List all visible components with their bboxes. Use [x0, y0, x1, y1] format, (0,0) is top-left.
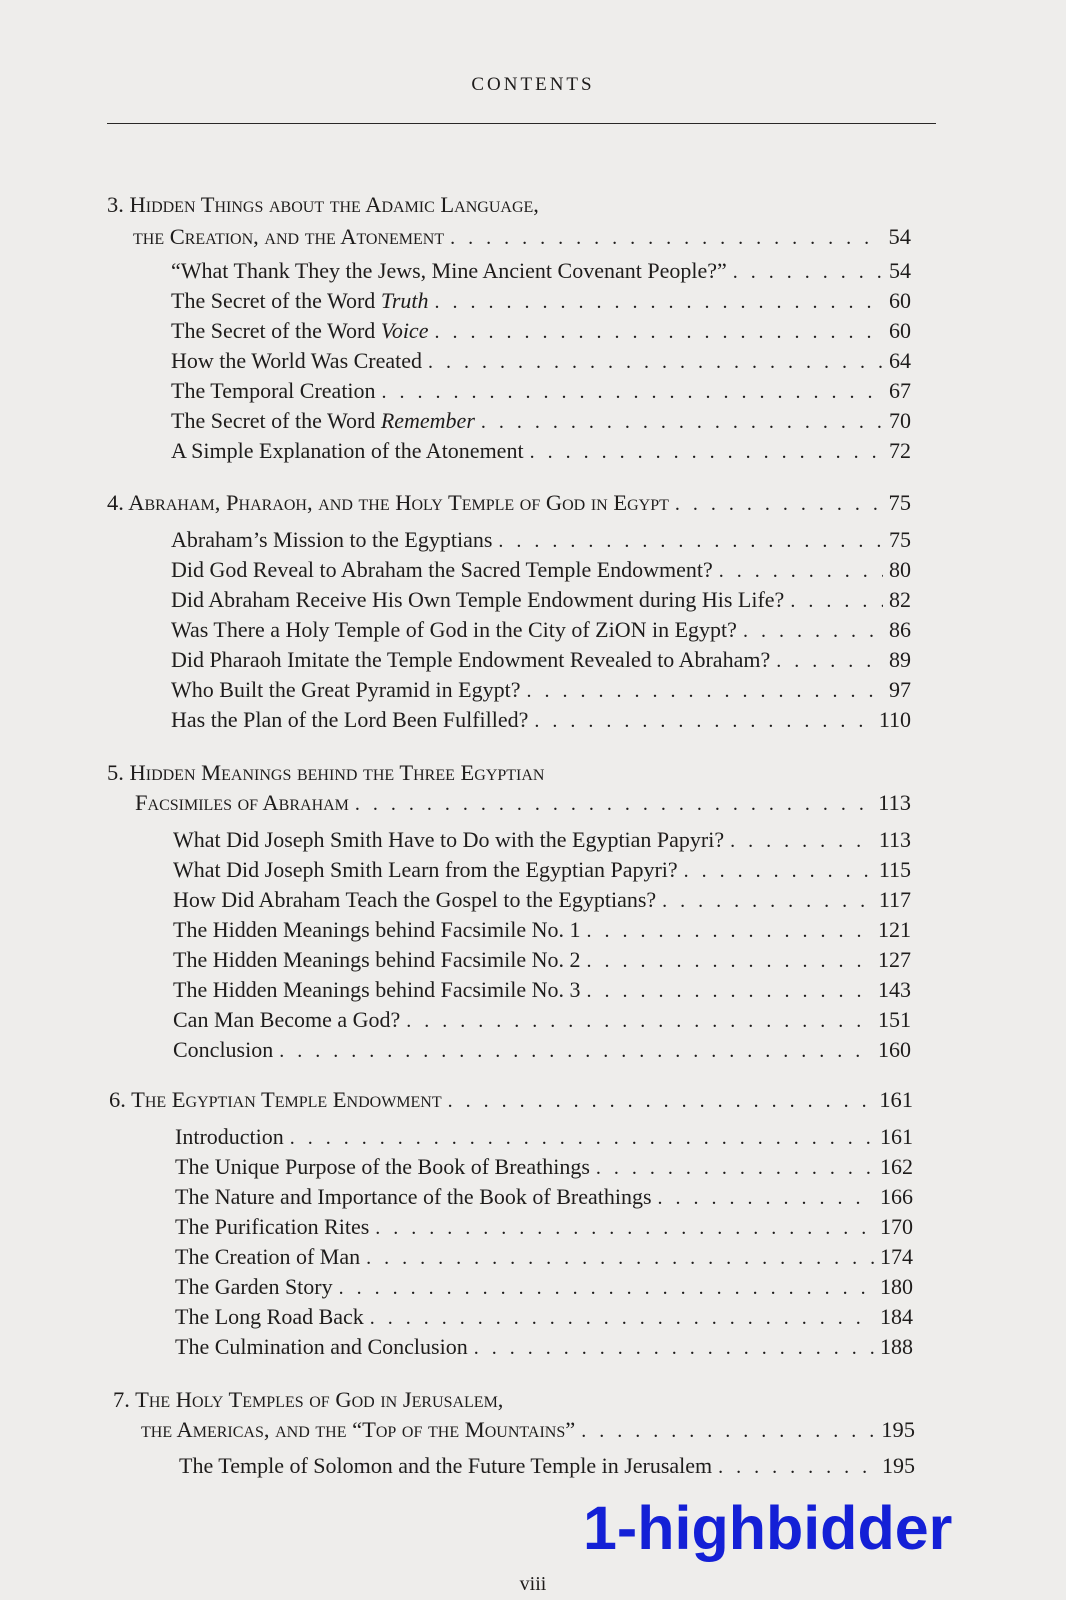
running-head: CONTENTS	[471, 74, 595, 95]
chapter-title: Hidden Things about the Adamic Language,	[129, 192, 539, 217]
toc-entry	[171, 406, 911, 437]
chapter-page: 75	[888, 490, 911, 515]
toc-entry	[171, 615, 911, 646]
chapter-number: 5.	[107, 760, 124, 785]
leader-dots	[355, 789, 872, 819]
entry-page: 70	[889, 408, 911, 433]
entry-page: 80	[889, 557, 911, 582]
toc-entry	[173, 1005, 911, 1036]
toc-entry	[173, 885, 911, 916]
chapter-3-heading-line1	[107, 190, 539, 220]
toc-entry	[173, 975, 911, 1006]
toc-entry	[175, 1272, 913, 1303]
chapter-page: 195	[881, 1417, 915, 1442]
chapter-5-heading-line1	[107, 758, 544, 788]
chapter-7-heading-line2	[141, 1415, 915, 1446]
chapter-page: 113	[878, 790, 911, 815]
entry-page: 89	[889, 647, 911, 672]
entry-title: Conclusion	[173, 1037, 274, 1062]
chapter-page: 161	[879, 1087, 913, 1112]
entry-title: The Secret of the Word	[171, 408, 381, 433]
leader-dots	[290, 1123, 874, 1153]
entry-title: Did Abraham Receive His Own Temple Endowment during His Life?	[171, 587, 785, 612]
watermark-text: 1-highbidder	[583, 1494, 953, 1562]
leader-dots	[527, 676, 884, 706]
chapter-number: 4.	[107, 490, 124, 515]
entry-page: 161	[880, 1124, 913, 1149]
chapter-title: the Americas, and the “Top of the Mountains”	[141, 1417, 576, 1442]
entry-title: The Nature and Importance of the Book of Breathings	[175, 1184, 652, 1209]
entry-title: The Temple of Solomon and the Future Temple in Jerusalem	[179, 1453, 713, 1478]
toc-entry	[175, 1302, 913, 1333]
toc-entry	[173, 1035, 911, 1066]
entry-page: 184	[880, 1304, 913, 1329]
entry-title: The Creation of Man	[175, 1244, 361, 1269]
leader-dots	[339, 1273, 874, 1303]
toc-entry	[175, 1182, 913, 1213]
leader-dots	[534, 706, 872, 736]
leader-dots	[587, 946, 872, 976]
leader-dots	[587, 916, 872, 946]
leader-dots	[279, 1036, 872, 1066]
chapter-5-heading-line2	[135, 788, 911, 819]
toc-entry	[171, 675, 911, 706]
chapter-number: 3.	[107, 192, 124, 217]
entry-title: Abraham’s Mission to the Egyptians	[171, 527, 493, 552]
leader-dots	[435, 287, 883, 317]
entry-title: Was There a Holy Temple of God in the City of ZiON in Egypt?	[171, 617, 737, 642]
leader-dots	[498, 526, 883, 556]
entry-page: 113	[878, 827, 911, 852]
entry-title: The Secret of the Word	[171, 318, 381, 343]
toc-entry	[173, 945, 911, 976]
leader-dots	[382, 377, 883, 407]
toc-entry	[171, 286, 911, 317]
entry-title: The Temporal Creation	[171, 378, 376, 403]
entry-title: The Culmination and Conclusion	[175, 1334, 468, 1359]
entry-page: 86	[889, 617, 911, 642]
leader-dots	[596, 1153, 874, 1183]
toc-entry	[171, 645, 911, 676]
entry-title: How Did Abraham Teach the Gospel to the Egyptians?	[173, 887, 657, 912]
entry-page: 72	[889, 438, 911, 463]
entry-title: The Secret of the Word	[171, 288, 381, 313]
entry-page: 143	[878, 977, 911, 1002]
entry-page: 115	[878, 857, 911, 882]
entry-title: What Did Joseph Smith Have to Do with the Egyptian Papyri?	[173, 827, 725, 852]
toc-entry	[175, 1152, 913, 1183]
entry-title: The Unique Purpose of the Book of Breathings	[175, 1154, 590, 1179]
entry-page: 75	[889, 527, 911, 552]
leader-dots	[730, 826, 873, 856]
entry-page: 180	[880, 1274, 913, 1299]
chapter-7-heading-line1	[113, 1385, 503, 1415]
leader-dots	[370, 1303, 874, 1333]
entry-title: Who Built the Great Pyramid in Egypt?	[171, 677, 521, 702]
toc-entry	[171, 256, 911, 287]
toc-entry	[171, 705, 911, 736]
toc-entry	[173, 915, 911, 946]
entry-page: 117	[878, 887, 911, 912]
entry-title: Did God Reveal to Abraham the Sacred Temple Endowment?	[171, 557, 713, 582]
toc-entry	[175, 1242, 913, 1273]
leader-dots	[428, 347, 883, 377]
entry-page: 67	[889, 378, 911, 403]
toc-entry	[171, 316, 911, 347]
entry-title: Did Pharaoh Imitate the Temple Endowment Revealed to Abraham?	[171, 647, 771, 672]
entry-page: 151	[878, 1007, 911, 1032]
entry-title-emphasis: Remember	[380, 408, 475, 433]
chapter-title: The Egyptian Temple Endowment	[131, 1087, 442, 1112]
page-number: viii	[519, 1573, 547, 1595]
entry-page: 60	[889, 288, 911, 313]
leader-dots	[733, 257, 883, 287]
toc-entry	[175, 1332, 913, 1363]
leader-dots	[662, 886, 873, 916]
chapter-number: 6.	[109, 1087, 126, 1112]
toc-entry	[171, 555, 911, 586]
entry-title: The Hidden Meanings behind Facsimile No. 2	[173, 947, 581, 972]
leader-dots	[719, 556, 883, 586]
leader-dots	[675, 489, 883, 519]
entry-title: Introduction	[175, 1124, 284, 1149]
toc-entry	[175, 1212, 913, 1243]
entry-page: 64	[889, 348, 911, 373]
chapter-title: Hidden Meanings behind the Three Egyptian	[129, 760, 545, 785]
toc-entry	[171, 346, 911, 377]
entry-title-emphasis: Truth	[380, 288, 429, 313]
entry-page: 97	[889, 677, 911, 702]
chapter-4-heading	[107, 488, 911, 519]
toc-entry	[173, 825, 911, 856]
leader-dots	[366, 1243, 874, 1273]
leader-dots	[448, 1086, 874, 1116]
entry-title: Has the Plan of the Lord Been Fulfilled?	[171, 707, 529, 732]
chapter-6-heading	[109, 1085, 913, 1116]
leader-dots	[450, 223, 882, 253]
entry-title: A Simple Explanation of the Atonement	[171, 438, 524, 463]
leader-dots	[406, 1006, 872, 1036]
chapter-number: 7.	[113, 1387, 130, 1412]
chapter-title: Facsimiles of Abraham	[135, 790, 349, 815]
leader-dots	[658, 1183, 874, 1213]
entry-page: 60	[889, 318, 911, 343]
entry-title: How the World Was Created	[171, 348, 423, 373]
header-rule	[107, 123, 936, 124]
toc-entry	[175, 1122, 913, 1153]
chapter-title: The Holy Temples of God in Jerusalem,	[135, 1387, 504, 1412]
entry-title: The Purification Rites	[175, 1214, 370, 1239]
entry-title: The Long Road Back	[175, 1304, 364, 1329]
entry-page: 127	[878, 947, 911, 972]
leader-dots	[790, 586, 883, 616]
entry-title: “What Thank They the Jews, Mine Ancient Covenant People?”	[171, 258, 727, 283]
leader-dots	[530, 437, 883, 467]
leader-dots	[743, 616, 883, 646]
leader-dots	[684, 856, 873, 886]
entry-page: 174	[880, 1244, 913, 1269]
leader-dots	[375, 1213, 874, 1243]
chapter-page: 54	[888, 224, 911, 249]
entry-page: 170	[880, 1214, 913, 1239]
entry-page: 160	[878, 1037, 911, 1062]
toc-entry	[171, 436, 911, 467]
leader-dots	[474, 1333, 874, 1363]
entry-title: What Did Joseph Smith Learn from the Egyptian Papyri?	[173, 857, 678, 882]
entry-page: 162	[880, 1154, 913, 1179]
toc-entry	[171, 376, 911, 407]
entry-title: The Hidden Meanings behind Facsimile No. 3	[173, 977, 581, 1002]
chapter-title: the Creation, and the Atonement	[133, 224, 445, 249]
leader-dots	[581, 1416, 875, 1446]
entry-page: 82	[889, 587, 911, 612]
entry-page: 54	[889, 258, 911, 283]
chapter-title: Abraham, Pharaoh, and the Holy Temple of God in Egypt	[128, 490, 669, 515]
entry-page: 166	[880, 1184, 913, 1209]
entry-title: The Garden Story	[175, 1274, 333, 1299]
leader-dots	[481, 407, 883, 437]
entry-page: 121	[878, 917, 911, 942]
entry-title: The Hidden Meanings behind Facsimile No. 1	[173, 917, 581, 942]
entry-page: 195	[882, 1453, 915, 1478]
entry-page: 188	[880, 1334, 913, 1359]
toc-entry	[173, 855, 911, 886]
entry-title-emphasis: Voice	[380, 318, 429, 343]
toc-entry	[171, 525, 911, 556]
leader-dots	[434, 317, 883, 347]
entry-page: 110	[878, 707, 911, 732]
toc-entry	[171, 585, 911, 616]
leader-dots	[587, 976, 872, 1006]
leader-dots	[718, 1452, 876, 1482]
leader-dots	[776, 646, 883, 676]
chapter-3-heading-line2	[133, 222, 911, 253]
entry-title: Can Man Become a God?	[173, 1007, 401, 1032]
toc-entry	[179, 1451, 915, 1482]
